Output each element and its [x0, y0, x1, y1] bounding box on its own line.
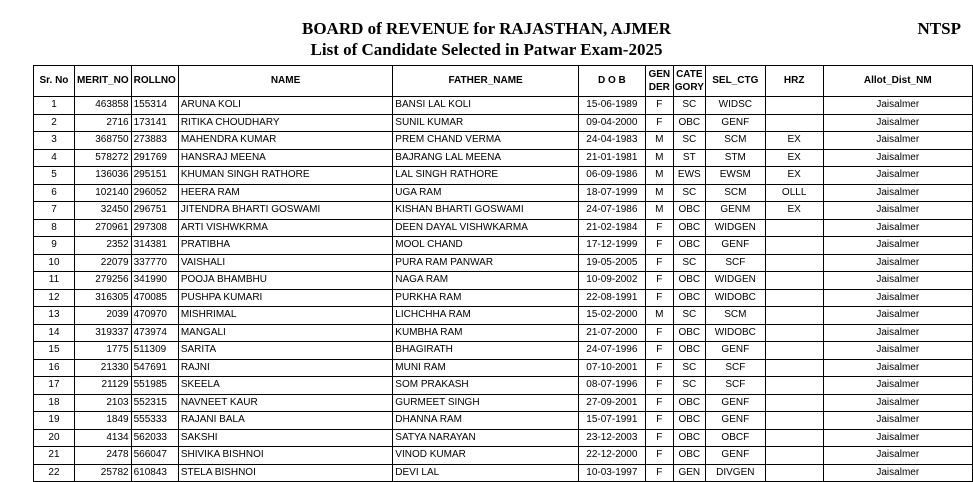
col-rollno: ROLLNO	[131, 66, 178, 97]
cell-gender: F	[645, 394, 673, 412]
cell-sr-no: 8	[34, 219, 75, 237]
cell-sr-no: 21	[34, 447, 75, 465]
cell-category: OBC	[673, 289, 705, 307]
cell-allot-dist: Jaisalmer	[823, 254, 972, 272]
cell-category: OBC	[673, 447, 705, 465]
cell-father-name: SATYA NARAYAN	[393, 429, 579, 447]
cell-father-name: DEVI LAL	[393, 464, 579, 482]
table-row	[34, 167, 973, 185]
cell-rollno: 610843	[131, 464, 178, 482]
cell-allot-dist: Jaisalmer	[823, 412, 972, 430]
table-row	[34, 394, 973, 412]
cell-name: MANGALI	[178, 324, 392, 342]
col-gender	[645, 66, 673, 97]
cell-father-name: BAJRANG LAL MEENA	[393, 149, 579, 167]
cell-merit-no: 21330	[74, 359, 131, 377]
table-row	[34, 184, 973, 202]
cell-dob: 24-07-1996	[578, 342, 645, 360]
cell-sr-no: 5	[34, 167, 75, 185]
cell-allot-dist: Jaisalmer	[823, 149, 972, 167]
cell-gender: M	[645, 202, 673, 220]
cell-hrz	[765, 342, 823, 360]
cell-sel-ctg: STM	[705, 149, 765, 167]
cell-gender: F	[645, 97, 673, 115]
cell-merit-no: 21129	[74, 377, 131, 395]
cell-sel-ctg: EWSM	[705, 167, 765, 185]
cell-rollno: 470970	[131, 307, 178, 325]
table-row	[34, 254, 973, 272]
cell-sr-no: 1	[34, 97, 75, 115]
cell-hrz	[765, 447, 823, 465]
table-row	[34, 342, 973, 360]
cell-category: SC	[673, 132, 705, 150]
cell-merit-no: 2103	[74, 394, 131, 412]
cell-rollno: 296751	[131, 202, 178, 220]
cell-name: PUSHPA KUMARI	[178, 289, 392, 307]
col-category	[673, 66, 705, 97]
cell-category: SC	[673, 377, 705, 395]
cell-allot-dist: Jaisalmer	[823, 167, 972, 185]
cell-sel-ctg: OBCF	[705, 429, 765, 447]
cell-father-name: DEEN DAYAL VISHWKARMA	[393, 219, 579, 237]
cell-name: HEERA RAM	[178, 184, 392, 202]
cell-sel-ctg: WIDGEN	[705, 272, 765, 290]
cell-merit-no: 1775	[74, 342, 131, 360]
cell-dob: 15-07-1991	[578, 412, 645, 430]
cell-allot-dist: Jaisalmer	[823, 202, 972, 220]
cell-father-name: PURA RAM PANWAR	[393, 254, 579, 272]
cell-dob: 18-07-1999	[578, 184, 645, 202]
cell-name: SAKSHI	[178, 429, 392, 447]
table-header-row	[34, 66, 973, 97]
cell-gender: F	[645, 237, 673, 255]
cell-gender: F	[645, 447, 673, 465]
cell-sr-no: 3	[34, 132, 75, 150]
col-gender-line1: GEN	[648, 69, 671, 80]
cell-dob: 10-09-2002	[578, 272, 645, 290]
cell-name: RAJANI BALA	[178, 412, 392, 430]
cell-gender: M	[645, 307, 673, 325]
cell-sel-ctg: GENF	[705, 412, 765, 430]
cell-rollno: 511309	[131, 342, 178, 360]
cell-category: OBC	[673, 429, 705, 447]
cell-category: OBC	[673, 237, 705, 255]
cell-merit-no: 102140	[74, 184, 131, 202]
cell-category: SC	[673, 97, 705, 115]
table-row	[34, 289, 973, 307]
cell-father-name: PURKHA RAM	[393, 289, 579, 307]
cell-name: RAJNI	[178, 359, 392, 377]
cell-name: STELA BISHNOI	[178, 464, 392, 482]
table-row	[34, 114, 973, 132]
cell-sr-no: 14	[34, 324, 75, 342]
cell-father-name: MOOL CHAND	[393, 237, 579, 255]
cell-sel-ctg: SCF	[705, 359, 765, 377]
cell-sel-ctg: SCF	[705, 377, 765, 395]
cell-merit-no: 2478	[74, 447, 131, 465]
cell-dob: 10-03-1997	[578, 464, 645, 482]
col-hrz: HRZ	[765, 66, 823, 97]
cell-merit-no: 270961	[74, 219, 131, 237]
cell-name: VAISHALI	[178, 254, 392, 272]
cell-father-name: LAL SINGH RATHORE	[393, 167, 579, 185]
cell-sr-no: 19	[34, 412, 75, 430]
cell-name: ARUNA KOLI	[178, 97, 392, 115]
cell-sel-ctg: GENF	[705, 447, 765, 465]
cell-name: KHUMAN SINGH RATHORE	[178, 167, 392, 185]
cell-hrz	[765, 307, 823, 325]
cell-sr-no: 9	[34, 237, 75, 255]
cell-allot-dist: Jaisalmer	[823, 289, 972, 307]
cell-gender: M	[645, 167, 673, 185]
cell-father-name: VINOD KUMAR	[393, 447, 579, 465]
cell-allot-dist: Jaisalmer	[823, 447, 972, 465]
cell-sel-ctg: WIDGEN	[705, 219, 765, 237]
cell-merit-no: 2039	[74, 307, 131, 325]
cell-sel-ctg: WIDOBC	[705, 289, 765, 307]
cell-sr-no: 10	[34, 254, 75, 272]
cell-sr-no: 11	[34, 272, 75, 290]
cell-rollno: 155314	[131, 97, 178, 115]
cell-merit-no: 22079	[74, 254, 131, 272]
page-subtitle: List of Candidate Selected in Patwar Exam-2025	[310, 40, 663, 59]
cell-father-name: BANSI LAL KOLI	[393, 97, 579, 115]
cell-category: OBC	[673, 324, 705, 342]
cell-rollno: 297308	[131, 219, 178, 237]
cell-gender: F	[645, 342, 673, 360]
cell-sr-no: 7	[34, 202, 75, 220]
cell-sr-no: 16	[34, 359, 75, 377]
cell-allot-dist: Jaisalmer	[823, 359, 972, 377]
cell-merit-no: 136036	[74, 167, 131, 185]
cell-merit-no: 25782	[74, 464, 131, 482]
cell-rollno: 562033	[131, 429, 178, 447]
table-row	[34, 149, 973, 167]
col-merit-no: MERIT_NO	[74, 66, 131, 97]
cell-dob: 23-12-2003	[578, 429, 645, 447]
table-row	[34, 377, 973, 395]
cell-hrz	[765, 394, 823, 412]
cell-sr-no: 6	[34, 184, 75, 202]
cell-category: OBC	[673, 202, 705, 220]
cell-category: SC	[673, 307, 705, 325]
col-dob: D O B	[578, 66, 645, 97]
cell-gender: F	[645, 114, 673, 132]
col-category-line2: GORY	[674, 82, 704, 93]
cell-name: SKEELA	[178, 377, 392, 395]
cell-allot-dist: Jaisalmer	[823, 342, 972, 360]
cell-dob: 24-04-1983	[578, 132, 645, 150]
table-row	[34, 359, 973, 377]
cell-dob: 17-12-1999	[578, 237, 645, 255]
cell-rollno: 314381	[131, 237, 178, 255]
table-row	[34, 132, 973, 150]
cell-sel-ctg: GENF	[705, 114, 765, 132]
cell-rollno: 173141	[131, 114, 178, 132]
cell-dob: 09-04-2000	[578, 114, 645, 132]
cell-gender: F	[645, 464, 673, 482]
cell-sr-no: 18	[34, 394, 75, 412]
cell-sr-no: 4	[34, 149, 75, 167]
cell-rollno: 470085	[131, 289, 178, 307]
cell-rollno: 337770	[131, 254, 178, 272]
cell-sr-no: 15	[34, 342, 75, 360]
cell-dob: 22-08-1991	[578, 289, 645, 307]
cell-rollno: 552315	[131, 394, 178, 412]
cell-sr-no: 22	[34, 464, 75, 482]
cell-category: SC	[673, 254, 705, 272]
cell-rollno: 551985	[131, 377, 178, 395]
cell-name: POOJA BHAMBHU	[178, 272, 392, 290]
cell-hrz	[765, 289, 823, 307]
cell-hrz	[765, 97, 823, 115]
cell-category: SC	[673, 184, 705, 202]
cell-hrz	[765, 237, 823, 255]
cell-sel-ctg: SCF	[705, 254, 765, 272]
cell-hrz: EX	[765, 132, 823, 150]
cell-dob: 15-06-1989	[578, 97, 645, 115]
cell-allot-dist: Jaisalmer	[823, 377, 972, 395]
cell-sel-ctg: SCM	[705, 307, 765, 325]
cell-sel-ctg: GENF	[705, 237, 765, 255]
cell-allot-dist: Jaisalmer	[823, 114, 972, 132]
cell-father-name: UGA RAM	[393, 184, 579, 202]
table-row	[34, 219, 973, 237]
cell-name: ARTI VISHWKRMA	[178, 219, 392, 237]
cell-rollno: 296052	[131, 184, 178, 202]
cell-gender: M	[645, 149, 673, 167]
cell-allot-dist: Jaisalmer	[823, 97, 972, 115]
cell-sel-ctg: DIVGEN	[705, 464, 765, 482]
cell-sr-no: 13	[34, 307, 75, 325]
cell-category: OBC	[673, 272, 705, 290]
cell-category: GEN	[673, 464, 705, 482]
cell-father-name: NAGA RAM	[393, 272, 579, 290]
cell-merit-no: 316305	[74, 289, 131, 307]
cell-hrz	[765, 377, 823, 395]
cell-sel-ctg: WIDOBC	[705, 324, 765, 342]
cell-hrz: EX	[765, 202, 823, 220]
cell-hrz	[765, 219, 823, 237]
col-sel-ctg: SEL_CTG	[705, 66, 765, 97]
cell-category: OBC	[673, 412, 705, 430]
col-father-name: FATHER_NAME	[393, 66, 579, 97]
cell-hrz: EX	[765, 167, 823, 185]
cell-rollno: 341990	[131, 272, 178, 290]
cell-gender: F	[645, 429, 673, 447]
cell-rollno: 295151	[131, 167, 178, 185]
table-row	[34, 412, 973, 430]
cell-dob: 21-07-2000	[578, 324, 645, 342]
table-row	[34, 307, 973, 325]
cell-name: HANSRAJ MEENA	[178, 149, 392, 167]
cell-allot-dist: Jaisalmer	[823, 272, 972, 290]
cell-dob: 21-02-1984	[578, 219, 645, 237]
cell-father-name: PREM CHAND VERMA	[393, 132, 579, 150]
table-row	[34, 447, 973, 465]
cell-allot-dist: Jaisalmer	[823, 324, 972, 342]
cell-gender: F	[645, 359, 673, 377]
cell-sr-no: 12	[34, 289, 75, 307]
table-row	[34, 97, 973, 115]
cell-sel-ctg: GENM	[705, 202, 765, 220]
cell-hrz	[765, 324, 823, 342]
cell-name: SHIVIKA BISHNOI	[178, 447, 392, 465]
cell-dob: 22-12-2000	[578, 447, 645, 465]
cell-rollno: 566047	[131, 447, 178, 465]
cell-sel-ctg: GENF	[705, 342, 765, 360]
cell-merit-no: 2352	[74, 237, 131, 255]
cell-rollno: 547691	[131, 359, 178, 377]
cell-father-name: SUNIL KUMAR	[393, 114, 579, 132]
cell-merit-no: 368750	[74, 132, 131, 150]
cell-gender: F	[645, 219, 673, 237]
cell-allot-dist: Jaisalmer	[823, 184, 972, 202]
cell-name: MAHENDRA KUMAR	[178, 132, 392, 150]
col-sr-no: Sr. No	[34, 66, 75, 97]
cell-sel-ctg: WIDSC	[705, 97, 765, 115]
cell-merit-no: 578272	[74, 149, 131, 167]
cell-rollno: 291769	[131, 149, 178, 167]
cell-merit-no: 319337	[74, 324, 131, 342]
cell-dob: 21-01-1981	[578, 149, 645, 167]
col-allot-dist: Allot_Dist_NM	[823, 66, 972, 97]
cell-category: OBC	[673, 394, 705, 412]
cell-category: OBC	[673, 114, 705, 132]
cell-merit-no: 32450	[74, 202, 131, 220]
cell-gender: F	[645, 272, 673, 290]
cell-name: PRATIBHA	[178, 237, 392, 255]
cell-dob: 24-07-1986	[578, 202, 645, 220]
cell-allot-dist: Jaisalmer	[823, 132, 972, 150]
cell-allot-dist: Jaisalmer	[823, 464, 972, 482]
candidate-table	[33, 65, 973, 482]
cell-gender: F	[645, 254, 673, 272]
table-row	[34, 272, 973, 290]
cell-father-name: MUNI RAM	[393, 359, 579, 377]
cell-sel-ctg: SCM	[705, 132, 765, 150]
cell-merit-no: 2716	[74, 114, 131, 132]
cell-hrz: EX	[765, 149, 823, 167]
cell-merit-no: 1849	[74, 412, 131, 430]
cell-allot-dist: Jaisalmer	[823, 394, 972, 412]
cell-merit-no: 4134	[74, 429, 131, 447]
cell-father-name: LICHCHHA RAM	[393, 307, 579, 325]
cell-category: SC	[673, 359, 705, 377]
table-row	[34, 324, 973, 342]
cell-father-name: KUMBHA RAM	[393, 324, 579, 342]
cell-allot-dist: Jaisalmer	[823, 219, 972, 237]
cell-name: RITIKA CHOUDHARY	[178, 114, 392, 132]
cell-gender: F	[645, 289, 673, 307]
cell-hrz	[765, 359, 823, 377]
table-row	[34, 237, 973, 255]
page-title: BOARD of REVENUE for RAJASTHAN, AJMER	[302, 19, 671, 38]
cell-name: JITENDRA BHARTI GOSWAMI	[178, 202, 392, 220]
cell-rollno: 555333	[131, 412, 178, 430]
cell-category: ST	[673, 149, 705, 167]
col-name: NAME	[178, 66, 392, 97]
table-row	[34, 429, 973, 447]
cell-father-name: DHANNA RAM	[393, 412, 579, 430]
col-gender-line2: DER	[648, 82, 670, 93]
cell-rollno: 473974	[131, 324, 178, 342]
cell-rollno: 273883	[131, 132, 178, 150]
cell-sr-no: 17	[34, 377, 75, 395]
cell-gender: F	[645, 412, 673, 430]
cell-sr-no: 2	[34, 114, 75, 132]
cell-category: EWS	[673, 167, 705, 185]
cell-father-name: GURMEET SINGH	[393, 394, 579, 412]
table-body	[34, 97, 973, 482]
cell-dob: 27-09-2001	[578, 394, 645, 412]
cell-gender: M	[645, 184, 673, 202]
cell-father-name: BHAGIRATH	[393, 342, 579, 360]
cell-hrz	[765, 429, 823, 447]
cell-father-name: KISHAN BHARTI GOSWAMI	[393, 202, 579, 220]
cell-sel-ctg: GENF	[705, 394, 765, 412]
cell-gender: M	[645, 132, 673, 150]
cell-sel-ctg: SCM	[705, 184, 765, 202]
cell-gender: F	[645, 324, 673, 342]
cell-allot-dist: Jaisalmer	[823, 429, 972, 447]
table-row	[34, 202, 973, 220]
cell-dob: 07-10-2001	[578, 359, 645, 377]
cell-merit-no: 279256	[74, 272, 131, 290]
cell-name: MISHRIMAL	[178, 307, 392, 325]
cell-category: OBC	[673, 342, 705, 360]
cell-allot-dist: Jaisalmer	[823, 307, 972, 325]
cell-hrz	[765, 254, 823, 272]
cell-hrz	[765, 272, 823, 290]
cell-category: OBC	[673, 219, 705, 237]
cell-dob: 06-09-1986	[578, 167, 645, 185]
cell-name: NAVNEET KAUR	[178, 394, 392, 412]
cell-father-name: SOM PRAKASH	[393, 377, 579, 395]
cell-allot-dist: Jaisalmer	[823, 237, 972, 255]
cell-hrz	[765, 114, 823, 132]
col-category-line1: CATE	[676, 69, 703, 80]
cell-gender: F	[645, 377, 673, 395]
cell-hrz	[765, 412, 823, 430]
cell-hrz: OLLL	[765, 184, 823, 202]
cell-sr-no: 20	[34, 429, 75, 447]
cell-dob: 19-05-2005	[578, 254, 645, 272]
cell-merit-no: 463858	[74, 97, 131, 115]
corner-code: NTSP	[917, 19, 961, 38]
cell-dob: 15-02-2000	[578, 307, 645, 325]
cell-dob: 08-07-1996	[578, 377, 645, 395]
cell-name: SARITA	[178, 342, 392, 360]
